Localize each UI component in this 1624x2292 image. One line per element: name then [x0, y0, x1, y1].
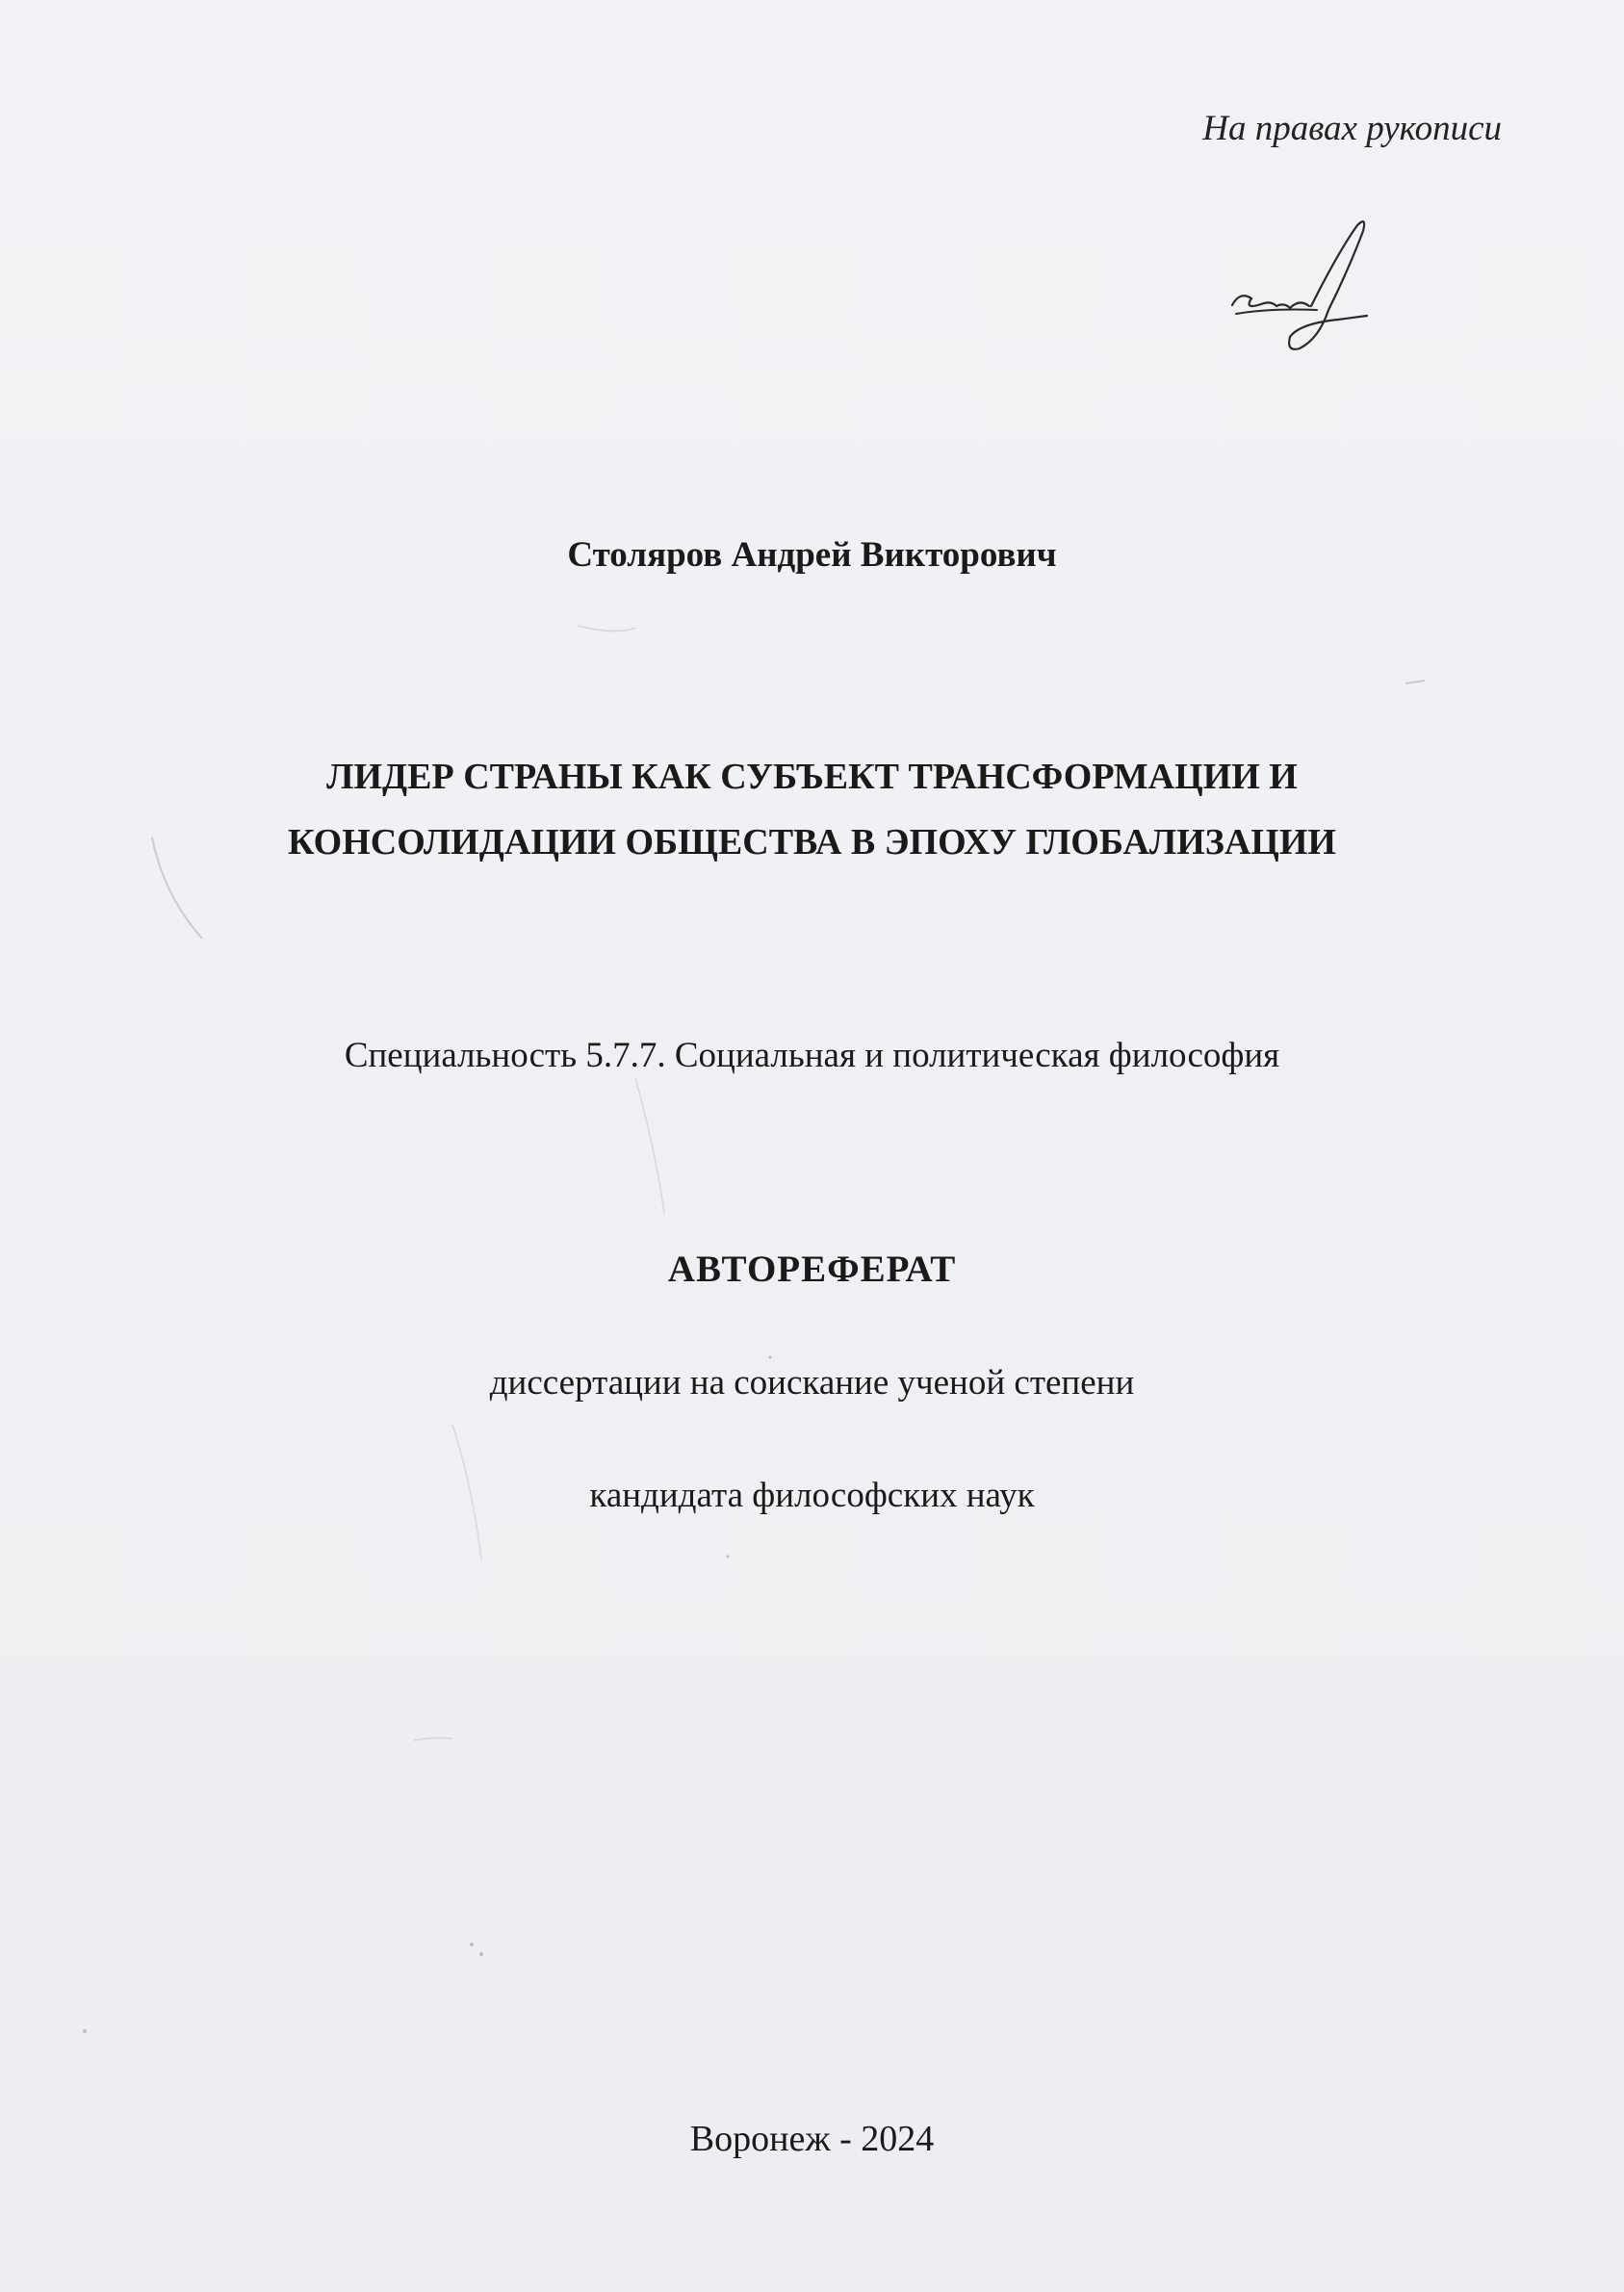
author-name: Столяров Андрей Викторович [567, 535, 1057, 575]
dissertation-title [0, 744, 1624, 875]
manuscript-note: На правах рукописи [1202, 109, 1502, 148]
specialty: Специальность 5.7.7. Социальная и политическая философия [344, 1036, 1280, 1075]
handwritten-signature [1223, 214, 1386, 358]
degree-line-2: кандидата философских наук [589, 1476, 1035, 1515]
title-line-1: ЛИДЕР СТРАНЫ КАК СУБЪЕКТ ТРАНСФОРМАЦИИ И [326, 757, 1298, 797]
degree-line-1: диссертации на соискание ученой степени [489, 1363, 1135, 1403]
title-line-2: КОНСОЛИДАЦИИ ОБЩЕСТВА В ЭПОХУ ГЛОБАЛИЗАЦИИ [288, 822, 1336, 863]
city-year: Воронеж - 2024 [689, 2119, 935, 2159]
document-type: АВТОРЕФЕРАТ [667, 1249, 957, 1290]
